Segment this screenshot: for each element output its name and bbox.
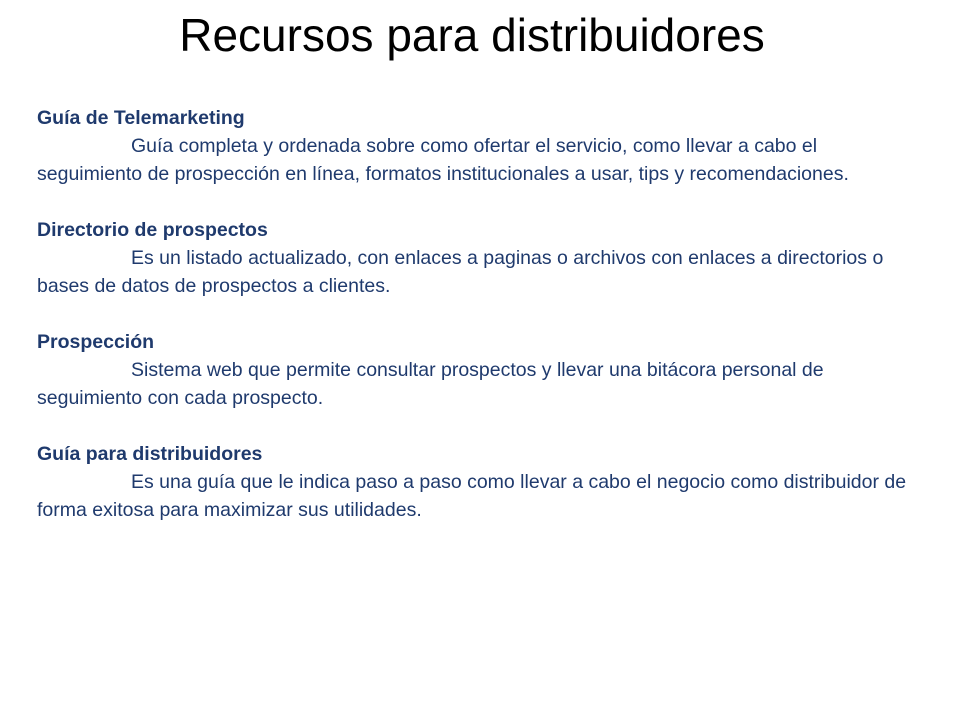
resource-heading: Guía para distribuidores bbox=[37, 443, 263, 465]
resource-heading: Prospección bbox=[37, 331, 155, 353]
resource-item-prospect-directory bbox=[37, 216, 917, 300]
resource-description: Es un listado actualizado, con enlaces a paginas o archivos con enlaces a directorios o bases de datos de prospectos a clientes. bbox=[37, 247, 884, 297]
resource-item-telemarketing-guide bbox=[37, 104, 917, 188]
resource-description: Es una guía que le indica paso a paso como llevar a cabo el negocio como distribuidor de forma exitosa para maximizar sus utilidades. bbox=[37, 471, 907, 521]
resource-item-distributor-guide bbox=[37, 440, 917, 524]
resource-description: Guía completa y ordenada sobre como ofertar el servicio, como llevar a cabo el seguimiento de prospección en línea, formatos institucionales a usar, tips y recomendaciones. bbox=[37, 135, 849, 185]
resource-item-prospecting bbox=[37, 328, 917, 412]
resource-heading: Guía de Telemarketing bbox=[37, 107, 245, 129]
resource-list bbox=[37, 104, 917, 552]
slide-title: Recursos para distribuidores bbox=[179, 9, 765, 61]
resource-heading: Directorio de prospectos bbox=[37, 219, 268, 241]
resource-description: Sistema web que permite consultar prospectos y llevar una bitácora personal de seguimiento con cada prospecto. bbox=[37, 359, 824, 409]
